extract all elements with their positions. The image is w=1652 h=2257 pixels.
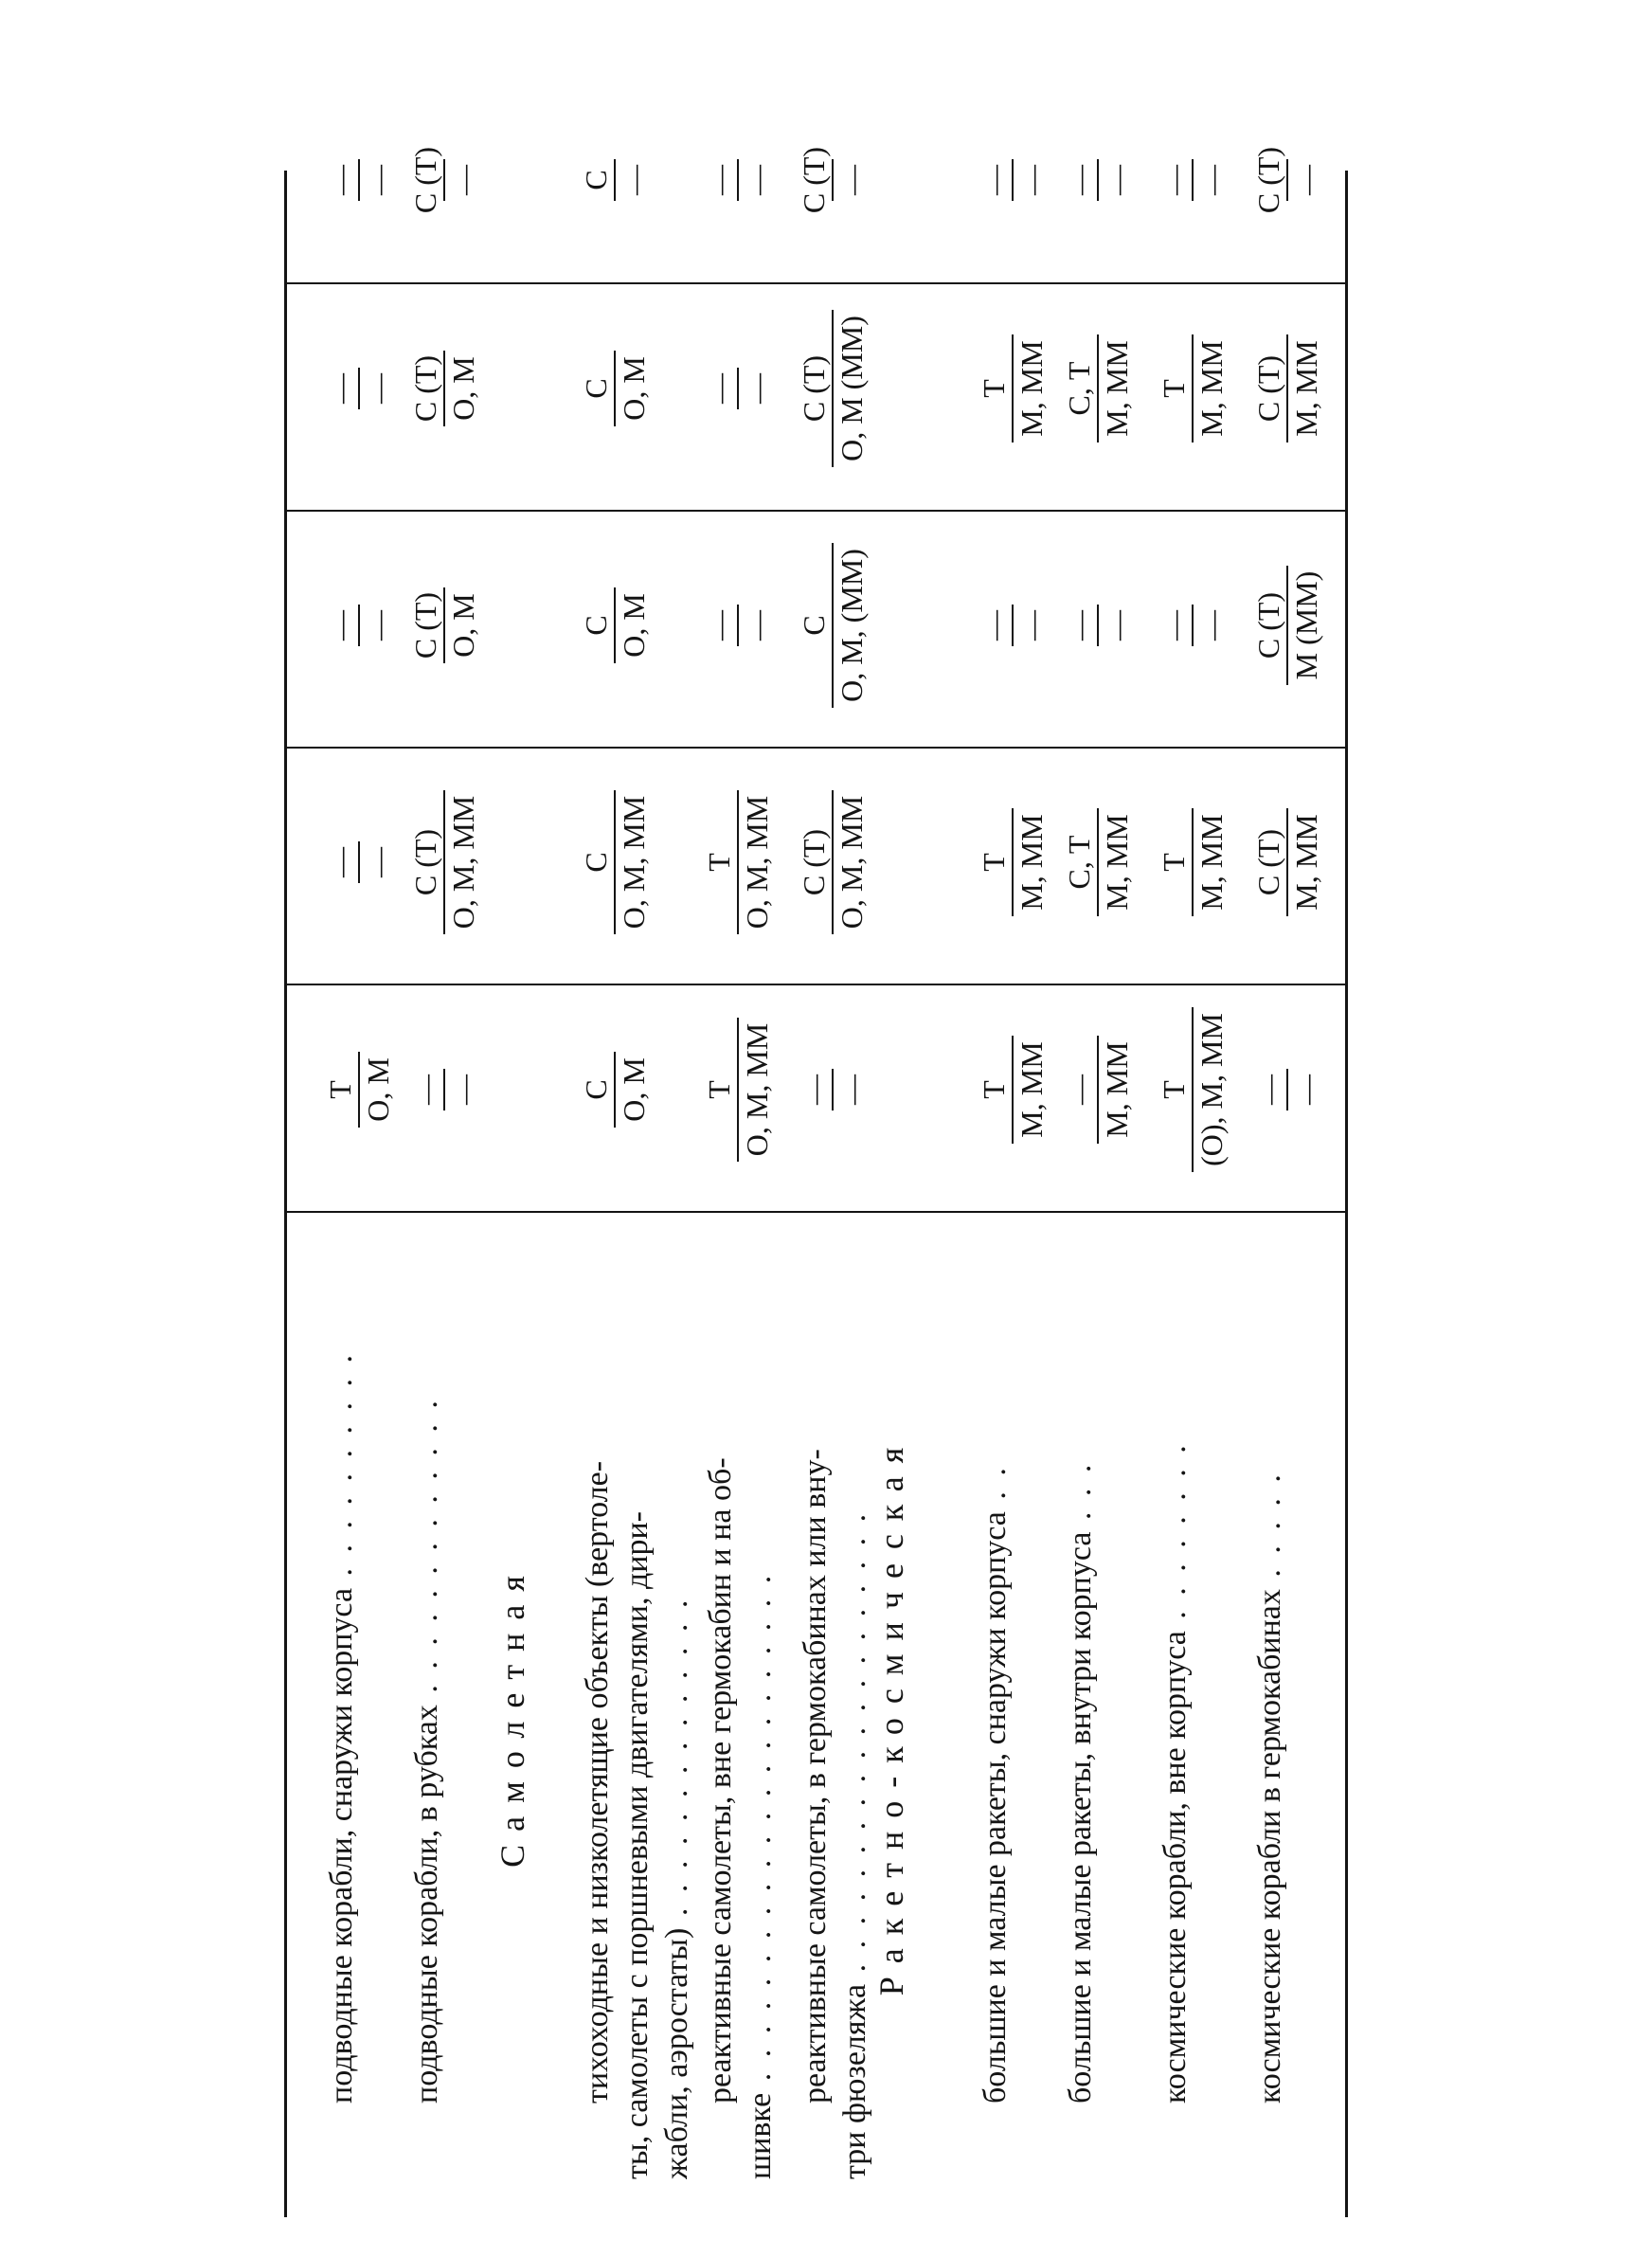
fraction [976,605,1050,646]
row-label-text: реактивные самолеты, в гермокабинах или вну- [798,1449,833,2104]
table-bottom-rule [1345,171,1348,2217]
table-cell [701,976,775,1203]
table-cell [1061,976,1135,1203]
fraction-denominator: — [443,159,481,201]
fraction-numerator: С (Т) [408,591,442,659]
fraction-numerator: — [702,165,736,195]
row-label [407,1222,447,2179]
table-cell [1061,749,1135,976]
fraction-denominator: О, М [614,351,652,426]
fraction-denominator: О, М, ММ [737,790,775,934]
fraction [578,351,652,426]
table-cell [1156,749,1230,976]
table-top-rule [284,171,287,2217]
table-cell [1156,976,1230,1203]
leader-dots: . . . [1063,1460,1098,1532]
fraction [322,159,396,201]
fraction [407,141,481,219]
fraction [1156,1007,1230,1172]
row-label-text: подводные корабли, снаружи корпуса [324,1587,359,2104]
fraction [322,1052,396,1128]
row-label-text: космические корабли в гермокабинах [1252,1589,1287,2104]
table-cell [322,976,396,1203]
fraction-denominator: О, М (ММ) [832,310,870,467]
fraction-denominator: О, М, ММ [614,790,652,934]
table-cell [796,976,870,1203]
fraction-numerator: — [702,373,736,404]
fraction-denominator: О, М, ММ [832,790,870,934]
fraction-numerator: Т [977,379,1011,398]
fraction-denominator: О, М, ММ [443,790,481,934]
fraction-denominator: — [358,159,396,201]
fraction [796,543,870,708]
fraction [976,808,1050,915]
section-heading: Ракетно-космическая [872,1434,910,1996]
rotated-table [256,146,1392,2217]
table-cell [407,275,481,502]
fraction-denominator: М, ММ [1286,808,1324,915]
fraction-numerator: С (Т) [408,146,442,214]
fraction-numerator: Т [977,1080,1011,1099]
table-cell [796,749,870,976]
table-cell [1250,275,1324,502]
table-cell [578,749,652,976]
leader-dots: . . . . . . . . . . . . . . [659,1596,694,1928]
leader-dots: . . . . . [1252,1471,1287,1590]
fraction-numerator: Т [977,853,1011,872]
fraction [976,1036,1050,1143]
table-cell [701,275,775,502]
fraction [701,159,775,201]
table-cell [578,512,652,739]
fraction [1250,1069,1324,1110]
fraction [976,334,1050,442]
row-label-text: реактивные самолеты, вне гермокабин и на об- [703,1457,738,2104]
fraction-denominator: — [614,159,652,201]
fraction [578,159,652,201]
fraction-denominator: — [832,1069,870,1110]
fraction [1250,808,1324,915]
fraction-denominator: — [443,1069,481,1110]
table-cell [1156,66,1230,294]
fraction-numerator: С (Т) [1251,146,1285,214]
fraction-denominator: — [1192,605,1230,646]
row-label [1156,1222,1195,2179]
table-cell [322,749,396,976]
fraction [1061,334,1135,442]
fraction [701,605,775,646]
fraction [701,790,775,934]
fraction-numerator: — [977,165,1011,195]
fraction-numerator: — [1062,1074,1096,1106]
fraction-denominator: — [1097,605,1135,646]
table-cell [322,66,396,294]
fraction [796,1069,870,1110]
fraction-numerator: С (Т) [797,146,831,214]
fraction-numerator: — [702,610,736,641]
fraction-denominator: М, ММ [1192,334,1230,442]
fraction-denominator: М, ММ [1286,334,1324,442]
fraction-denominator: — [832,159,870,201]
fraction-denominator: — [1286,159,1324,201]
fraction [1156,334,1230,442]
row-label [1061,1222,1101,2179]
fraction-numerator: — [323,610,357,641]
fraction-numerator: — [977,610,1011,641]
fraction-denominator: — [1097,159,1135,201]
fraction-denominator: — [358,841,396,883]
fraction-denominator: — [358,605,396,646]
fraction-denominator: О, М, ММ [737,1018,775,1162]
row-label-continuation: жабли, аэростаты) [659,1927,694,2179]
fraction-denominator: О, М, (ММ) [832,543,870,708]
fraction-numerator: — [323,847,357,877]
fraction-numerator: — [408,1074,442,1105]
leader-dots: . . . . . . . . . . [324,1350,359,1588]
fraction-denominator: М, ММ [1012,1036,1050,1143]
table-cell [578,66,652,294]
table-cell [1250,976,1324,1203]
row-label-continuation: шивке [743,2092,778,2179]
fraction-denominator: — [1192,159,1230,201]
table-cell [578,976,652,1203]
fraction-numerator: С (Т) [797,354,831,423]
table-cell [407,976,481,1203]
table-cell [1250,512,1324,739]
fraction [407,1069,481,1110]
fraction [578,790,652,934]
fraction-denominator: — [1286,1069,1324,1110]
row-label [976,1222,1015,2179]
row-label-text: космические корабли, вне корпуса [1158,1631,1193,2104]
fraction [1156,159,1230,201]
fraction-denominator: М, ММ [1012,334,1050,442]
row-label-text: подводные корабли, в рубках [409,1705,444,2104]
fraction [1250,566,1324,686]
fraction-denominator: — [1012,159,1050,201]
fraction-numerator: С, Т [1062,835,1096,890]
fraction [796,790,870,934]
fraction-numerator: С [579,615,613,636]
table-cell [1061,66,1135,294]
fraction [322,841,396,883]
fraction-numerator: С [579,170,613,190]
fraction [407,587,481,664]
fraction-denominator: — [1012,605,1050,646]
fraction [1156,808,1230,915]
fraction-denominator: М, ММ [1097,808,1135,915]
table-cell [796,512,870,739]
fraction [407,790,481,934]
fraction-denominator: (О), М, ММ [1192,1007,1230,1172]
leader-dots: . . . . . . . . [1158,1441,1193,1632]
fraction-numerator: С (Т) [1251,591,1285,659]
table-cell [976,275,1050,502]
fraction-numerator: — [1062,610,1096,641]
row-label [701,1222,781,2179]
fraction [1061,808,1135,915]
fraction-numerator: Т [323,1080,357,1099]
fraction-denominator: М, ММ [1097,1036,1135,1143]
table-cell [1156,275,1230,502]
fraction-numerator: С (Т) [408,828,442,896]
fraction-denominator: М (ММ) [1286,566,1324,686]
fraction-numerator: Т [1157,379,1191,398]
fraction [578,587,652,663]
fraction [1061,1036,1135,1143]
row-label [796,1222,875,2179]
fraction [796,310,870,467]
fraction-numerator: — [323,165,357,195]
fraction-denominator: М, ММ [1012,808,1050,915]
fraction [322,605,396,646]
leader-dots: . . . . . . . . . . . . . . . . . . . . . . [743,1571,778,2093]
fraction-denominator: М, ММ [1192,808,1230,915]
fraction-numerator: — [323,373,357,404]
fraction [1250,334,1324,442]
fraction-numerator: С [579,378,613,399]
fraction-numerator: С (Т) [408,354,442,423]
section-heading: Самолетная [494,1562,531,1868]
fraction-numerator: Т [702,853,736,872]
table-cell [976,66,1050,294]
fraction-denominator: О, М [614,587,652,663]
fraction-numerator: С [579,852,613,873]
table-cell [976,976,1050,1203]
table-cell [407,66,481,294]
fraction [407,350,481,427]
fraction [1250,141,1324,219]
fraction [701,368,775,409]
table-cell [796,66,870,294]
table-cell [796,275,870,502]
row-label [578,1222,697,2179]
row-label-continuation: три фюзеляжа [837,1983,872,2179]
table-cell [407,512,481,739]
leader-dots: . . [978,1464,1013,1512]
table-cell [1250,66,1324,294]
table-cell [701,749,775,976]
table-cell [976,749,1050,976]
table-cell [578,275,652,502]
fraction [976,159,1050,201]
fraction-denominator: — [737,368,775,409]
fraction-numerator: С (Т) [797,828,831,896]
fraction [1156,605,1230,646]
fraction-numerator: Т [702,1080,736,1099]
fraction-numerator: — [1062,165,1096,195]
fraction [796,141,870,219]
fraction-numerator: С (Т) [1251,828,1285,896]
fraction-numerator: С, Т [1062,361,1096,416]
table-cell [1250,749,1324,976]
row-label [1250,1222,1290,2179]
table-cell [322,275,396,502]
fraction [701,1018,775,1162]
fraction-numerator: С (Т) [1251,354,1285,423]
row-label-text: большие и малые ракеты, внутри корпуса [1063,1531,1098,2104]
fraction [1061,159,1135,201]
fraction-denominator: — [737,159,775,201]
column-rule [284,1211,1345,1213]
table-cell [701,512,775,739]
fraction [1061,605,1135,646]
table-cell [322,512,396,739]
fraction-numerator: С [797,615,831,636]
table-cell [1156,512,1230,739]
fraction-numerator: Т [1157,853,1191,872]
table-cell [1061,275,1135,502]
fraction-numerator: — [1251,1074,1285,1105]
fraction-numerator: — [1157,610,1191,641]
table-cell [976,512,1050,739]
fraction-denominator: О, М [443,587,481,663]
leader-dots: . . . . . . . . . . . . . [409,1397,444,1706]
row-label-continuation: ты, самолеты с поршневыми двигателями, дири- [620,1511,655,2179]
fraction-numerator: Т [1157,1080,1191,1099]
fraction-denominator: — [358,368,396,409]
leader-dots: . . . . . . . . . . . . . . . . . . . . [837,1509,872,1984]
fraction-denominator: М, ММ [1097,334,1135,442]
table-cell [407,749,481,976]
fraction-numerator: — [797,1074,831,1105]
row-label-text: большие и малые ракеты, снаружи корпуса [978,1511,1013,2104]
fraction-numerator: С [579,1079,613,1100]
table-cell [1061,512,1135,739]
fraction [578,1052,652,1128]
row-label-text: тихоходные и низколетящие объекты (вертоле- [580,1460,615,2104]
row-label [322,1222,362,2179]
fraction-denominator: О, М [443,351,481,426]
fraction-denominator: О, М [358,1052,396,1128]
fraction-denominator: — [737,605,775,646]
table-cell [701,66,775,294]
fraction-denominator: О, М [614,1052,652,1128]
fraction-numerator: — [1157,165,1191,195]
fraction [322,368,396,409]
